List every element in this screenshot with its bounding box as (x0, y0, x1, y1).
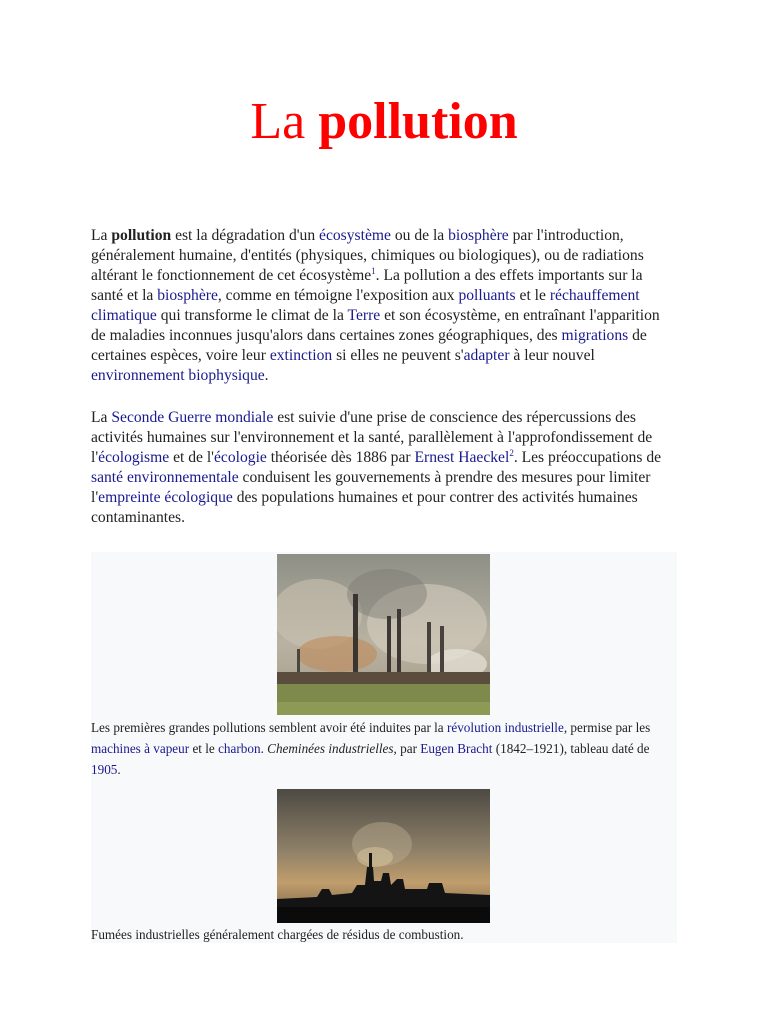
artwork-title: Cheminées industrielles (267, 741, 394, 756)
text: conduisent les gouvernements à prendre des mesures pour limiter l' (91, 469, 651, 506)
link-machines-a-vapeur[interactable]: machines à vapeur (91, 741, 190, 756)
link-biosphere[interactable]: biosphère (448, 227, 509, 244)
link-empreinte-ecologique[interactable]: empreinte écologique (98, 489, 233, 506)
text: . (260, 741, 268, 756)
text: La (91, 227, 112, 244)
link-1905[interactable]: 1905 (91, 762, 118, 777)
text: et le (189, 741, 219, 756)
link-ecologie[interactable]: écologie (214, 449, 267, 466)
painting-image[interactable] (277, 554, 490, 715)
photo-smoke-icon (277, 789, 490, 923)
text: à leur nouvel (509, 347, 595, 364)
text: est suivie d'une prise de conscience des répercussions des activités humaines sur l'environnement et la santé, parallèlement à l'approfondissement de l' (91, 409, 653, 466)
link-charbon[interactable]: charbon (218, 741, 261, 756)
link-ecosysteme[interactable]: écosystème (319, 227, 391, 244)
text: , permise par les (563, 720, 651, 735)
link-eugen-bracht[interactable]: Eugen Bracht (420, 741, 493, 756)
link-adapter[interactable]: adapter (463, 347, 510, 364)
text: Les premières grandes pollutions semblent avoir été induites par la (91, 720, 447, 735)
text: et de l' (169, 449, 214, 466)
link-terre[interactable]: Terre (347, 307, 381, 324)
link-biosphere-2[interactable]: biosphère (157, 287, 218, 304)
link-ernest-haeckel[interactable]: Ernest Haeckel (414, 449, 510, 466)
footnote-1[interactable]: 1 (371, 265, 376, 276)
text: théorisée dès 1886 par (266, 449, 415, 466)
figure-caption (91, 717, 677, 780)
text: par l'introduction, généralement humaine, d'entités (physiques, chimiques ou biologiques), ou de radiations altérant le fonctionnement de cet écosystème (91, 227, 644, 284)
intro-paragraph (91, 226, 677, 386)
painting-chimneys-icon (277, 554, 490, 715)
figure-industrial-chimneys (91, 552, 677, 785)
text: La (91, 409, 112, 426)
text: et le (515, 287, 550, 304)
text: si elles ne peuvent s' (332, 347, 464, 364)
text: des populations humaines et pour contrer des activités humaines contaminantes. (91, 489, 638, 526)
link-rechauffement[interactable]: réchauffement climatique (91, 287, 640, 324)
figure-industrial-smoke (91, 785, 677, 943)
text: , par (393, 741, 421, 756)
page-title (0, 86, 768, 158)
text: de certaines espèces, voire leur (91, 327, 647, 364)
link-polluants[interactable]: polluants (458, 287, 516, 304)
link-seconde-guerre[interactable]: Seconde Guerre mondiale (111, 409, 274, 426)
text: , comme en témoigne l'exposition aux (217, 287, 459, 304)
text: . (264, 367, 269, 384)
text: est la dégradation d'un (171, 227, 320, 244)
bold-term: pollution (111, 227, 172, 244)
footnote-2[interactable]: 2 (509, 447, 514, 458)
link-extinction[interactable]: extinction (269, 347, 333, 364)
title-article: La (250, 93, 306, 150)
title-word: pollution (318, 93, 518, 150)
text: qui transforme le climat de la (156, 307, 348, 324)
link-revolution-industrielle[interactable]: révolution industrielle (446, 720, 564, 735)
text: . Les préoccupations de (513, 449, 662, 466)
text: et son écosystème, en entraînant l'apparition de maladies inconnues jusqu'alors dans certaines zones géographiques, des (91, 307, 660, 344)
link-migrations[interactable]: migrations (561, 327, 629, 344)
history-paragraph (91, 408, 677, 528)
link-environnement-biophysique[interactable]: environnement biophysique (91, 367, 265, 384)
figure-caption: Fumées industrielles généralement chargées de résidus de combustion. (91, 927, 464, 942)
link-ecologisme[interactable]: écologisme (98, 449, 170, 466)
photo-image[interactable] (277, 789, 490, 923)
link-sante-environnementale[interactable]: santé environnementale (91, 469, 239, 486)
text: ou de la (390, 227, 449, 244)
text: (1842–1921), tableau daté de (492, 741, 650, 756)
text: . La pollution a des effets importants sur la santé et la (91, 267, 643, 304)
text: . (117, 762, 121, 777)
